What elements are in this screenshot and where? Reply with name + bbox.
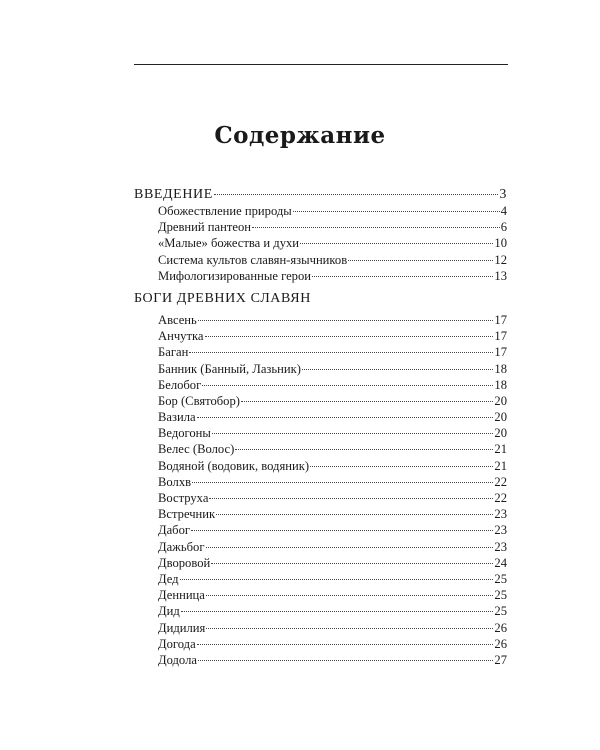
toc-page-number: 17	[494, 312, 507, 327]
toc-label: Белобог	[158, 377, 202, 392]
toc-leader-dots	[180, 579, 494, 580]
toc-page-number: 26	[494, 636, 507, 651]
toc-page-number: 13	[494, 268, 507, 283]
toc-page-number: 22	[494, 491, 507, 505]
toc-entry[interactable]	[134, 312, 507, 328]
toc-label: Обожествление природы	[158, 204, 292, 218]
toc-leader-dots	[202, 385, 493, 386]
toc-entry[interactable]	[134, 409, 507, 425]
toc-leader-dots	[214, 194, 498, 195]
toc-leader-dots	[181, 611, 494, 612]
toc-label: Ведогоны	[158, 426, 211, 441]
toc-page-number: 25	[494, 571, 507, 586]
toc-entry[interactable]	[134, 377, 507, 393]
toc-label: Древний пантеон	[158, 220, 251, 235]
toc-entry[interactable]	[134, 425, 507, 441]
toc-leader-dots	[206, 595, 494, 596]
toc-page-number: 21	[494, 458, 507, 473]
toc-label: Велес (Волос)	[158, 442, 235, 457]
toc-entry[interactable]	[134, 361, 507, 377]
toc-label: Дид	[158, 604, 180, 619]
toc-label: Мифологизированные герои	[158, 268, 311, 283]
toc-leader-dots	[252, 227, 500, 228]
toc-entry[interactable]	[134, 328, 507, 344]
toc-page-number: 26	[494, 620, 507, 635]
toc-page-number: 6	[500, 220, 507, 235]
toc-entry[interactable]	[134, 522, 507, 538]
toc-page-number: 20	[494, 426, 507, 441]
toc-leader-dots	[191, 530, 493, 531]
toc-page-number: 24	[494, 555, 507, 570]
toc-page-number: 23	[494, 539, 507, 554]
toc-page-number: 20	[494, 393, 507, 408]
toc-label: Система культов славян-язычников	[158, 252, 348, 267]
toc-entry[interactable]	[134, 474, 507, 490]
toc-leader-dots	[212, 433, 494, 434]
toc-leader-dots	[310, 466, 493, 467]
toc-label: Вазила	[158, 410, 196, 425]
toc-page-number: 17	[494, 345, 507, 360]
toc-page-number: 20	[494, 410, 507, 425]
toc-entry[interactable]	[134, 203, 507, 219]
toc-leader-dots	[192, 482, 493, 483]
toc-page-number: 3	[499, 187, 507, 202]
toc-label: Водяной (водовик, водяник)	[158, 458, 310, 473]
toc-section[interactable]	[134, 186, 507, 203]
toc-label: Встречник	[158, 507, 216, 522]
toc-page-number: 17	[494, 329, 507, 344]
toc-leader-dots	[300, 243, 493, 244]
toc-entry[interactable]	[134, 571, 507, 587]
toc-leader-dots	[209, 498, 493, 499]
toc-label: Баган	[158, 345, 189, 360]
toc-entry[interactable]	[134, 636, 507, 652]
toc-leader-dots	[302, 369, 493, 370]
toc-entry[interactable]	[134, 539, 507, 555]
toc-label: Денница	[158, 588, 205, 603]
toc-label: Дабог	[158, 523, 191, 538]
toc-label: Дажьбог	[158, 539, 205, 554]
toc-leader-dots	[293, 211, 500, 212]
toc-leader-dots	[205, 336, 494, 337]
toc-leader-dots	[206, 547, 494, 548]
toc-label: ВВЕДЕНИЕ	[134, 187, 213, 202]
toc-label: БОГИ ДРЕВНИХ СЛАВЯН	[134, 290, 311, 306]
toc-label: Додола	[158, 652, 197, 667]
toc-page-number: 12	[494, 252, 507, 267]
top-rule	[134, 64, 508, 65]
toc-entry[interactable]	[134, 219, 507, 235]
toc-leader-dots	[241, 401, 493, 402]
toc-entry[interactable]	[134, 506, 507, 522]
page-title: Содержание	[214, 122, 386, 149]
toc-label: Дворовой	[158, 555, 211, 570]
toc-leader-dots	[198, 660, 493, 661]
toc-label: Бор (Святобор)	[158, 393, 240, 408]
toc-page-number: 18	[494, 377, 507, 392]
toc-entry[interactable]	[134, 344, 507, 360]
toc-label: Воструха	[158, 491, 209, 505]
toc-leader-dots	[216, 514, 493, 515]
toc-leader-dots	[198, 320, 494, 321]
toc-label: Дед	[158, 571, 179, 586]
toc-leader-dots	[197, 417, 494, 418]
toc-entry[interactable]	[134, 587, 507, 603]
toc-entry[interactable]	[134, 252, 507, 268]
toc-page-number: 25	[494, 604, 507, 619]
toc-page-number: 10	[494, 236, 507, 251]
toc-page-number: 22	[494, 474, 507, 489]
toc-entry[interactable]	[134, 268, 507, 284]
toc-leader-dots	[189, 352, 493, 353]
toc-label: Дидилия	[158, 620, 206, 635]
toc-section[interactable]	[134, 290, 507, 307]
toc-entry[interactable]	[134, 555, 507, 571]
toc-label: Авсень	[158, 312, 197, 327]
toc-leader-dots	[348, 260, 493, 261]
toc-page-number: 27	[494, 652, 507, 667]
table-of-contents	[134, 186, 507, 668]
toc-leader-dots	[235, 449, 493, 450]
toc-entry[interactable]	[134, 458, 507, 474]
toc-entry[interactable]	[134, 620, 507, 636]
toc-label: Волхв	[158, 474, 192, 489]
toc-leader-dots	[197, 644, 494, 645]
toc-leader-dots	[206, 628, 493, 629]
toc-page-number: 23	[494, 507, 507, 522]
toc-page-number: 25	[494, 588, 507, 603]
toc-leader-dots	[211, 563, 493, 564]
toc-page-number: 4	[500, 204, 507, 218]
toc-label: Догода	[158, 636, 196, 651]
toc-label: Банник (Банный, Лазьник)	[158, 361, 301, 376]
toc-label: «Малые» божества и духи	[158, 236, 300, 251]
toc-entry[interactable]	[134, 235, 507, 251]
toc-entry[interactable]	[134, 490, 507, 506]
toc-entry[interactable]	[134, 652, 507, 668]
toc-page-number: 18	[494, 361, 507, 376]
toc-entry[interactable]	[134, 603, 507, 619]
toc-entry[interactable]	[134, 393, 507, 409]
toc-page-number: 21	[494, 442, 507, 457]
toc-label: Анчутка	[158, 329, 204, 344]
toc-entry[interactable]	[134, 441, 507, 457]
toc-leader-dots	[312, 276, 493, 277]
toc-page-number: 23	[494, 523, 507, 538]
